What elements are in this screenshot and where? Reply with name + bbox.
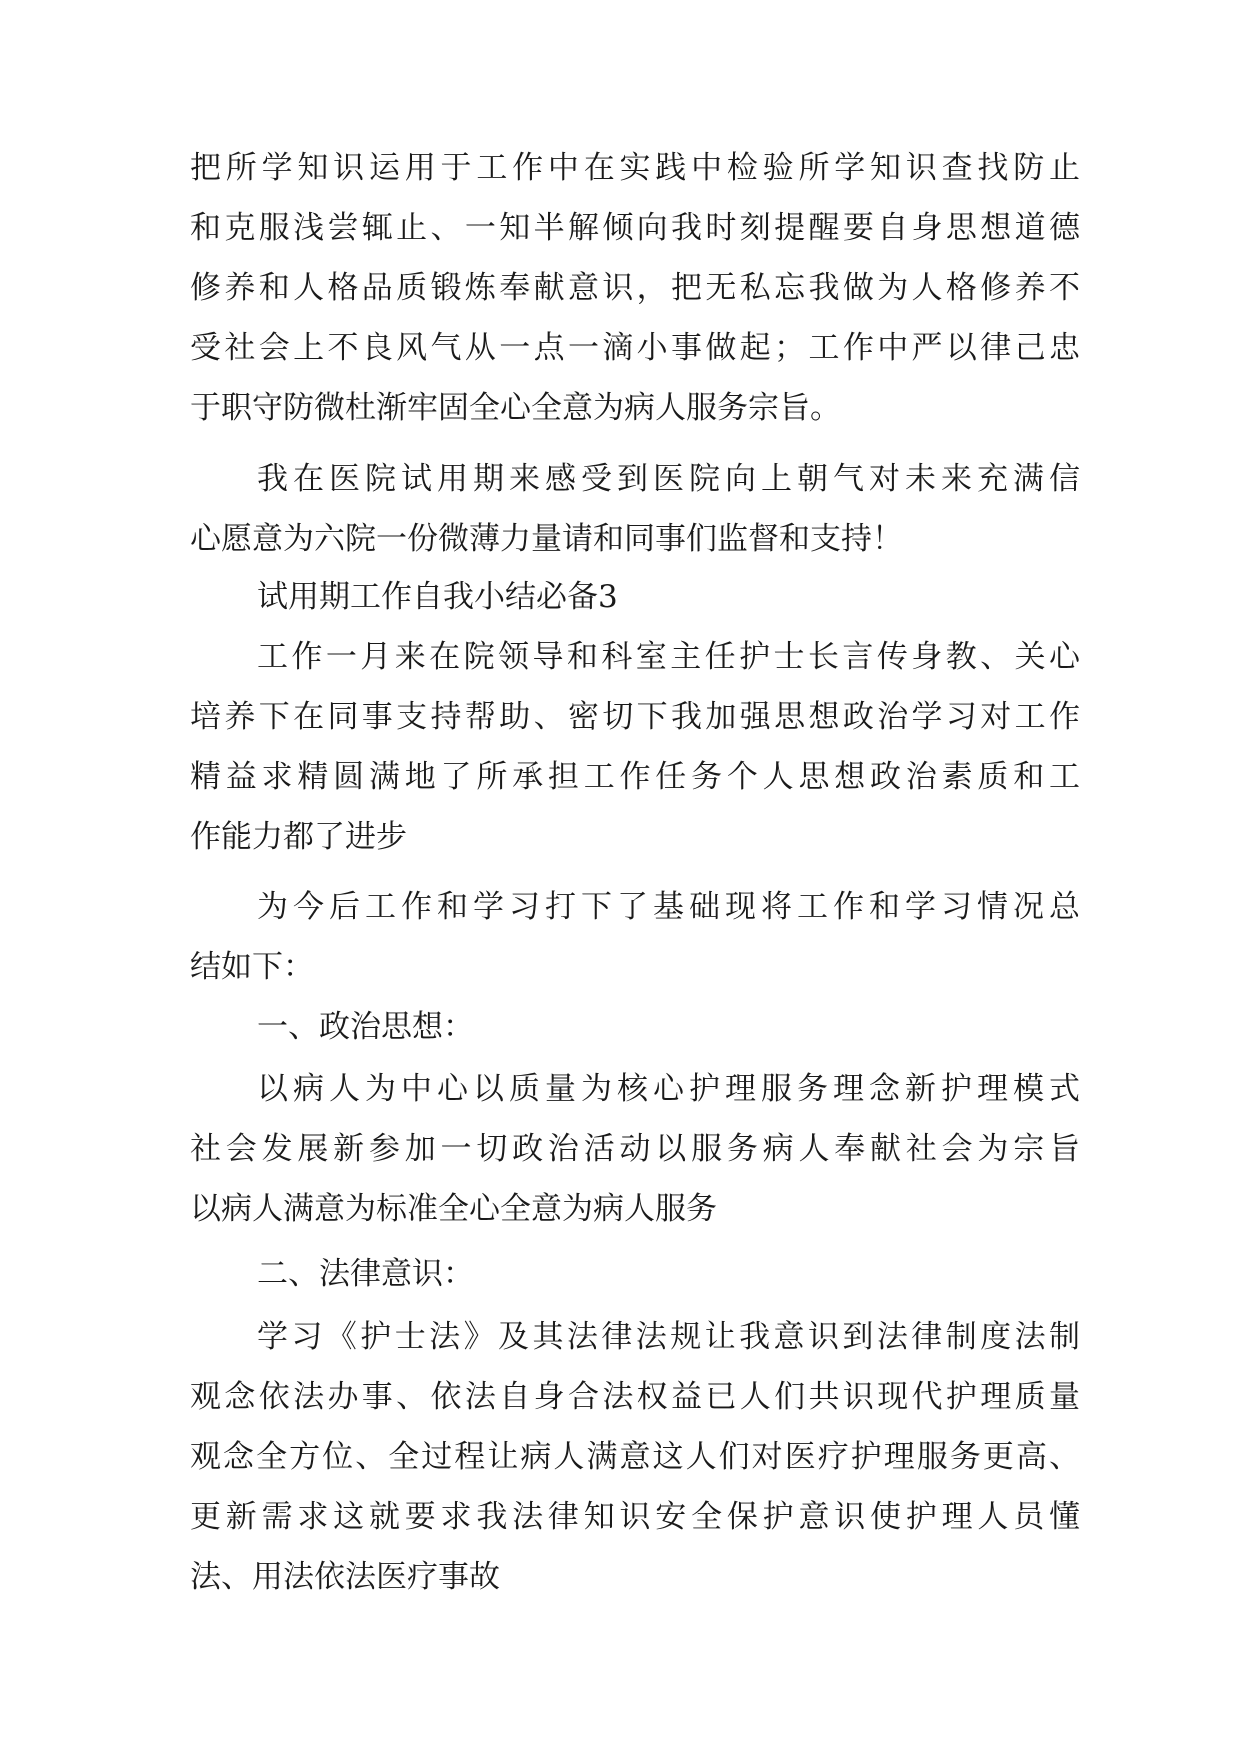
text-line: 把所学知识运用于工作中在实践中检验所学知识查找防止 [190,150,1080,186]
text-line: 结如下： [190,949,314,985]
text-line: 培养下在同事支持帮助、密切下我加强思想政治学习对工作 [190,699,1080,735]
text-line: 精益求精圆满地了所承担工作任务个人思想政治素质和工 [190,759,1080,795]
section-heading: 试用期工作自我小结必备3 [257,579,618,615]
text-line: 于职守防微杜渐牢固全心全意为病人服务宗旨。 [190,390,841,426]
paragraph-first-line: 我在医院试用期来感受到医院向上朝气对未来充满信 [257,461,1080,497]
text-line: 法、用法依法医疗事故 [190,1559,500,1595]
section-heading: 一、政治思想： [257,1009,474,1045]
paragraph-first-line: 为今后工作和学习打下了基础现将工作和学习情况总 [257,889,1080,925]
text-line: 心愿意为六院一份微薄力量请和同事们监督和支持！ [190,521,903,557]
section-heading: 二、法律意识： [257,1256,474,1292]
paragraph-first-line: 学习《护士法》及其法律法规让我意识到法律制度法制 [257,1319,1080,1355]
text-line: 社会发展新参加一切政治活动以服务病人奉献社会为宗旨 [190,1131,1080,1167]
text-line: 作能力都了进步 [190,819,407,855]
text-line: 以病人满意为标准全心全意为病人服务 [190,1191,717,1227]
paragraph-first-line: 以病人为中心以质量为核心护理服务理念新护理模式 [257,1071,1080,1107]
text-line: 修养和人格品质锻炼奉献意识，把无私忘我做为人格修养不 [190,270,1080,306]
text-line: 和克服浅尝辄止、一知半解倾向我时刻提醒要自身思想道德 [190,210,1080,246]
text-line: 受社会上不良风气从一点一滴小事做起；工作中严以律己忠 [190,330,1080,366]
text-line: 观念依法办事、依法自身合法权益已人们共识现代护理质量 [190,1379,1080,1415]
paragraph-first-line: 工作一月来在院领导和科室主任护士长言传身教、关心 [257,639,1080,675]
text-line: 观念全方位、全过程让病人满意这人们对医疗护理服务更高、 [190,1439,1080,1475]
text-line: 更新需求这就要求我法律知识安全保护意识使护理人员懂 [190,1499,1080,1535]
